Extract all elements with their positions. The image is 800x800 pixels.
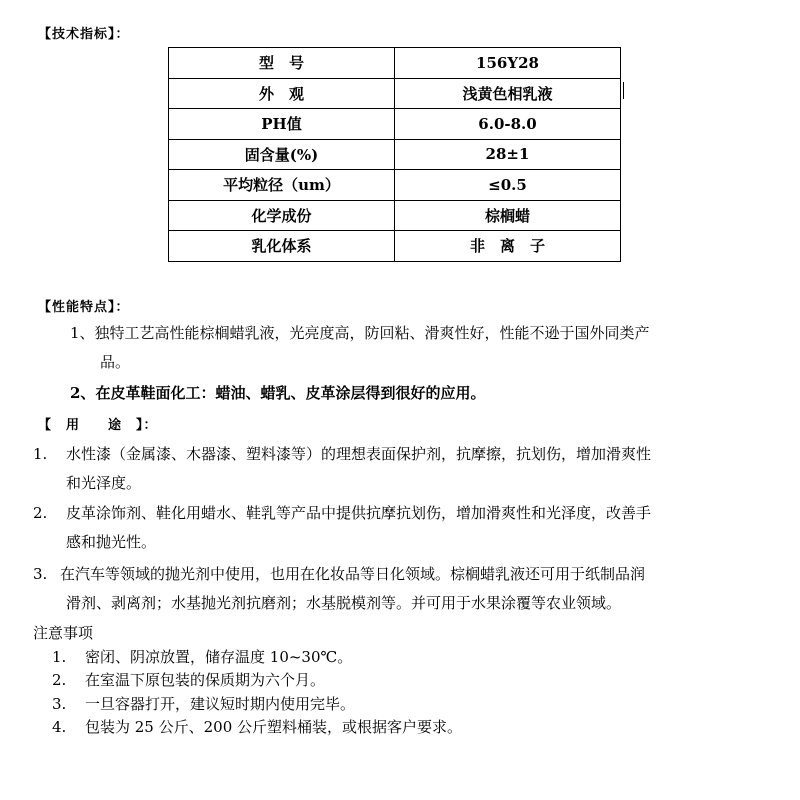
table-row [169, 109, 621, 140]
feature-item-2 [70, 382, 485, 403]
note-item-4 [52, 716, 462, 737]
spec-value: 棕榈蜡 [395, 200, 621, 231]
use-text: 皮革涂饰剂、鞋化用蜡水、鞋乳等产品中提供抗摩抗划伤，增加滑爽性和光泽度，改善手 [66, 504, 652, 522]
spec-value: ≤0.5 [395, 170, 621, 201]
table-row [169, 200, 621, 231]
table-row [169, 48, 621, 79]
feature-num: 2、 [70, 384, 96, 402]
notes-heading: 注意事项 [33, 624, 94, 642]
note-item-1 [52, 646, 352, 667]
note-text: 在室温下原包装的保质期为六个月。 [85, 671, 326, 689]
note-num: 1. [52, 648, 67, 666]
use-num: 3. [33, 565, 48, 583]
use-item-1 [33, 443, 651, 464]
table-row [169, 231, 621, 262]
spec-value: 非 离 子 [395, 231, 621, 262]
note-text: 密闭、阴凉放置，储存温度 10~30℃。 [85, 648, 353, 666]
spec-value: 28±1 [395, 139, 621, 170]
specs-heading: 【技术指标】： [38, 27, 130, 42]
use-item-2-cont: 感和抛光性。 [66, 533, 157, 551]
feature-num: 1、 [70, 324, 95, 342]
feature-text: 在皮革鞋面化工：蜡油、蜡乳、皮革涂层得到很好的应用。 [95, 384, 486, 402]
spec-label: 型 号 [169, 48, 395, 79]
spec-label: 乳化体系 [169, 231, 395, 262]
note-num: 3. [52, 695, 67, 713]
note-num: 4. [52, 718, 67, 736]
note-num: 2. [52, 671, 67, 689]
table-row [169, 78, 621, 109]
feature-text: 独特工艺高性能棕榈蜡乳液，光亮度高，防回粘、滑爽性好，性能不逊于国外同类产 [94, 324, 650, 342]
use-item-3-cont: 滑剂、剥离剂；水基抛光剂抗磨剂；水基脱模剂等。并可用于水果涂覆等农业领域。 [66, 594, 622, 612]
features-heading: 【性能特点】： [38, 300, 130, 315]
spec-value: 156Y28 [395, 48, 621, 79]
note-text: 一旦容器打开，建议短时期内使用完毕。 [85, 695, 356, 713]
use-num: 1. [33, 445, 48, 463]
note-item-3 [52, 693, 355, 714]
table-row [169, 170, 621, 201]
table-row [169, 139, 621, 170]
use-text: 水性漆（金属漆、木器漆、塑料漆等）的理想表面保护剂，抗摩擦，抗划伤，增加滑爽性 [66, 445, 652, 463]
spec-value: 浅黄色相乳液 [395, 78, 621, 109]
use-item-1-cont: 和光泽度。 [66, 474, 142, 492]
use-num: 2. [33, 504, 48, 522]
note-item-2 [52, 669, 325, 690]
spec-value: 6.0-8.0 [395, 109, 621, 140]
specs-table [168, 47, 621, 262]
spec-label: 固含量(%) [169, 139, 395, 170]
spec-label: 平均粒径（um） [169, 170, 395, 201]
use-item-2 [33, 502, 651, 523]
note-text: 包装为 25 公斤、200 公斤塑料桶装，或根据客户要求。 [85, 718, 463, 736]
feature-item-1 [70, 322, 650, 343]
feature-item-1-cont: 品。 [100, 353, 131, 371]
spec-label: PH值 [169, 109, 395, 140]
text-cursor [623, 82, 624, 99]
uses-heading: 【 用 途 】： [38, 418, 158, 433]
use-item-3 [33, 563, 645, 584]
spec-label: 化学成份 [169, 200, 395, 231]
use-text: 在汽车等领域的抛光剂中使用，也用在化妆品等日化领域。棕榈蜡乳液还可用于纸制品润 [60, 565, 646, 583]
spec-label: 外 观 [169, 78, 395, 109]
